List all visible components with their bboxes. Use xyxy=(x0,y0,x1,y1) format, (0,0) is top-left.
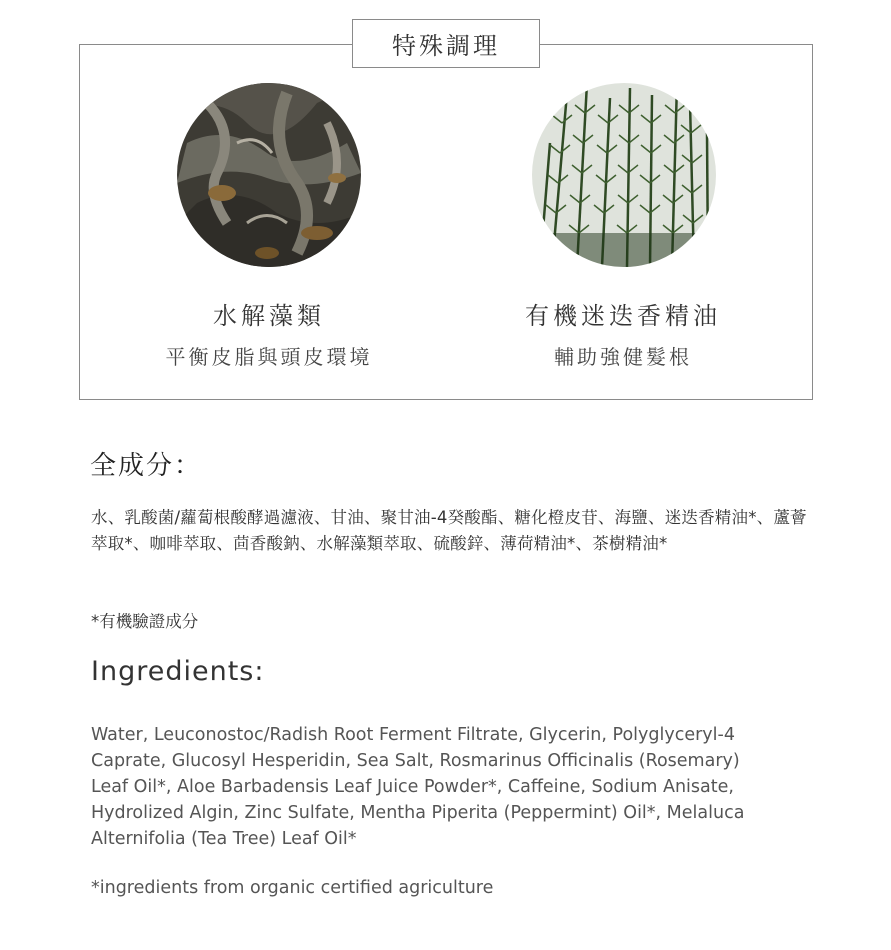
ingredients-en-line: Leaf Oil*, Aloe Barbadensis Leaf Juice Powder*, Caffeine, Sodium Anisate, xyxy=(91,777,734,797)
ingredients-zh-heading: 全成分： xyxy=(90,451,203,481)
feature-title-rosemary: 有機迷迭香精油 xyxy=(525,302,721,330)
feature-title-seaweed: 水解藻類 xyxy=(213,302,325,330)
rosemary-photo xyxy=(532,83,716,267)
ingredients-en-line: Alternifolia (Tea Tree) Leaf Oil* xyxy=(91,829,357,849)
ingredients-zh-note: *有機驗證成分 xyxy=(91,612,199,631)
seaweed-image xyxy=(177,83,361,267)
rosemary-image xyxy=(532,83,716,267)
feature-desc-rosemary: 輔助強健髮根 xyxy=(554,345,692,369)
ingredients-en-text xyxy=(91,722,821,852)
ingredients-en-line: Hydrolized Algin, Zinc Sulfate, Mentha Piperita (Peppermint) Oil*, Melaluca xyxy=(91,803,745,823)
ingredients-en-line: Caprate, Glucosyl Hesperidin, Sea Salt, Rosmarinus Officinalis (Rosemary) xyxy=(91,751,740,771)
ingredients-en-line: Water, Leuconostoc/Radish Root Ferment Filtrate, Glycerin, Polyglyceryl-4 xyxy=(91,725,735,745)
ingredients-en-heading: Ingredients: xyxy=(91,656,265,687)
ingredients-en-note: *ingredients from organic certified agriculture xyxy=(91,878,494,898)
ingredients-zh-text: 水、乳酸菌/蘿蔔根酸酵過濾液、甘油、聚甘油-4癸酸酯、糖化橙皮苷、海鹽、迷迭香精油*、蘆薈萃取*、咖啡萃取、茴香酸鈉、水解藻類萃取、硫酸鋅、薄荷精油*、茶樹精油* xyxy=(91,508,807,553)
feature-desc-seaweed: 平衡皮脂與頭皮環境 xyxy=(165,345,373,369)
special-care-title: 特殊調理 xyxy=(352,19,540,68)
seaweed-photo xyxy=(177,83,361,267)
